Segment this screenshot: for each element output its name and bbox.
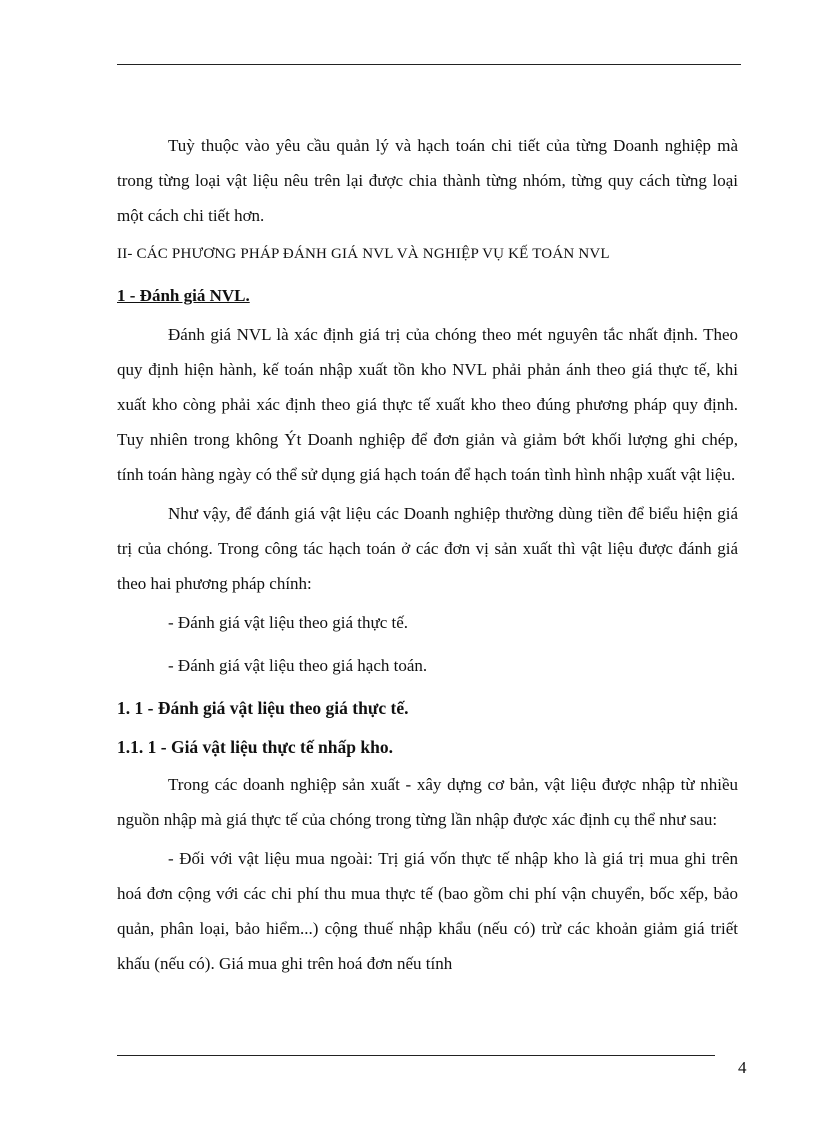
paragraph-valuation: Đánh giá NVL là xác định giá trị của chóng theo mét nguyên tắc nhất định. Theo quy định hiện hành, kế toán nhập xuất tồn kho NVL phải phản ánh theo giá thực tế, khi xuất kho còng phải xác định theo giá thực tế xuất kho theo đúng phương pháp quy định. Tuy nhiên trong không Ýt Doanh nghiệp để đơn giản và giảm bớt khối lượng ghi chép, tính toán hàng ngày có thể sử dụng giá hạch toán để hạch toán tình hình nhập xuất vật liệu. (117, 325, 738, 484)
heading-1-1: 1. 1 - Đánh giá vật liệu theo giá thực tế. (117, 698, 409, 718)
paragraph-purchased: - Đối với vật liệu mua ngoài: Trị giá vốn thực tế nhập kho là giá trị mua ghi trên hoá đơn cộng với các chi phí thu mua thực tế (bao gồm chi phí vận chuyển, bốc xếp, bảo quản, phân loại, bảo hiểm...) cộng thuế nhập khẩu (nếu có) trừ các khoản giảm giá triết khấu (nếu có). Giá mua ghi trên hoá đơn nếu tính (117, 849, 738, 973)
page-body (117, 128, 738, 981)
bullet-actual-price: - Đánh giá vật liệu theo giá thực tế. (168, 613, 409, 632)
bullet-accounting-price: - Đánh giá vật liệu theo giá hạch toán. (168, 656, 428, 675)
section-heading: II- CÁC PHƯƠNG PHÁP ĐÁNH GIÁ NVL VÀ NGHIỆP VỤ KẾ TOÁN NVL (117, 246, 610, 262)
paragraph-intro: Tuỳ thuộc vào yêu cầu quản lý và hạch toán chi tiết của từng Doanh nghiệp mà trong từng loại vật liệu nêu trên lại được chia thành từng nhóm, từng quy cách từng loại một cách chi tiết hơn. (117, 136, 738, 225)
heading-1: 1 - Đánh giá NVL. (117, 286, 250, 305)
heading-1-1-1: 1.1. 1 - Giá vật liệu thực tế nhấp kho. (117, 737, 393, 757)
paragraph-methods: Như vậy, để đánh giá vật liệu các Doanh nghiệp thường dùng tiền để biểu hiện giá trị của chóng. Trong công tác hạch toán ở các đơn vị sản xuất thì vật liệu được đánh giá theo hai phương pháp chính: (117, 504, 738, 593)
paragraph-sources: Trong các doanh nghiệp sản xuất - xây dựng cơ bản, vật liệu được nhập từ nhiều nguồn nhập mà giá thực tế của chóng trong từng lần nhập được xác định cụ thể như sau: (117, 775, 738, 829)
footer-rule (117, 1055, 715, 1056)
page-number: 4 (738, 1058, 747, 1077)
header-rule (117, 64, 741, 65)
